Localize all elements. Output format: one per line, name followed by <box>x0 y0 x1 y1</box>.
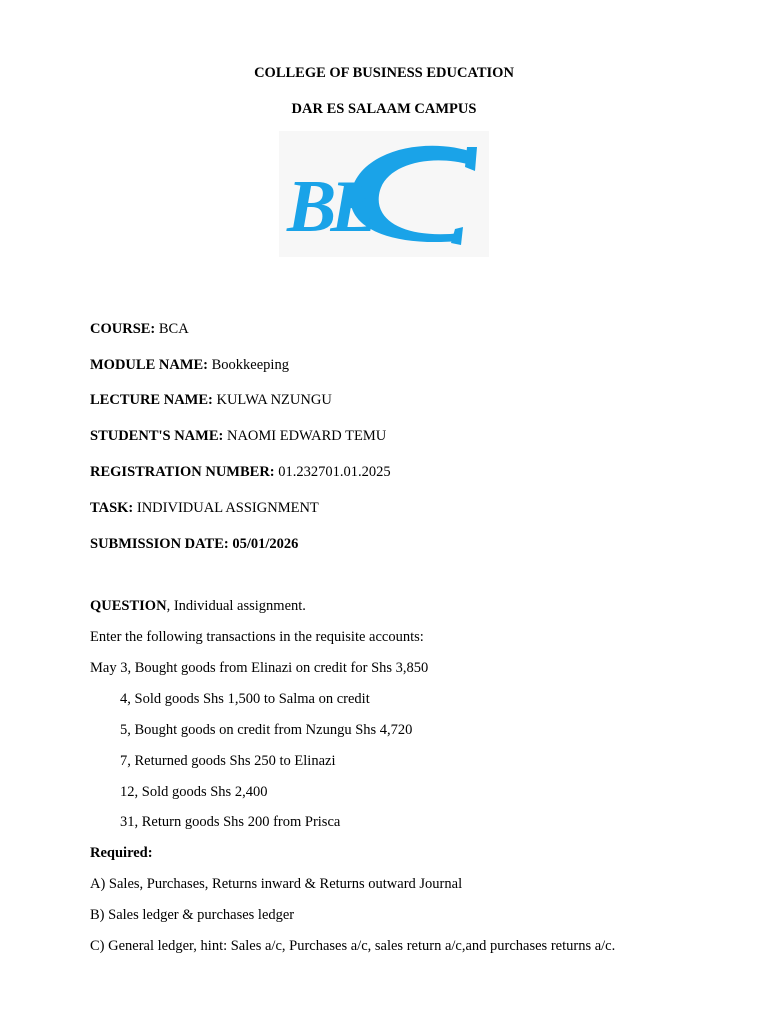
campus-title: DAR ES SALAAM CAMPUS <box>291 101 477 117</box>
transaction-item: 12, Sold goods Shs 2,400 <box>120 784 268 800</box>
transaction-item: May 3, Bought goods from Elinazi on credit for Shs 3,850 <box>90 660 429 676</box>
college-title: COLLEGE OF BUSINESS EDUCATION <box>254 65 514 81</box>
required-label: Required: <box>90 845 153 861</box>
task-label: TASK: <box>90 500 134 516</box>
transaction-item: 4, Sold goods Shs 1,500 to Salma on credit <box>120 691 370 707</box>
course-label: COURSE: <box>90 321 156 337</box>
student-line <box>90 428 386 445</box>
question-label-rest: , Individual assignment. <box>166 598 306 614</box>
registration-label: REGISTRATION NUMBER: <box>90 464 275 480</box>
instruction-text: Enter the following transactions in the requisite accounts: <box>90 629 424 645</box>
task-line <box>90 500 319 517</box>
module-value: Bookkeeping <box>208 357 289 373</box>
registration-line <box>90 464 391 481</box>
lecture-line <box>90 392 332 409</box>
transaction-item: 5, Bought goods on credit from Nzungu Shs 4,720 <box>120 722 413 738</box>
lecture-value: KULWA NZUNGU <box>212 392 332 408</box>
module-line <box>90 357 289 374</box>
requirement-item: B) Sales ledger & purchases ledger <box>90 907 295 923</box>
module-label: MODULE NAME: <box>90 357 209 373</box>
student-label: STUDENT'S NAME: <box>90 428 224 444</box>
requirement-item: A) Sales, Purchases, Returns inward & Returns outward Journal <box>90 876 463 892</box>
task-value: INDIVIDUAL ASSIGNMENT <box>133 500 319 516</box>
registration-value: 01.232701.01.2025 <box>274 464 391 480</box>
transaction-item: 31, Return goods Shs 200 from Prisca <box>120 814 341 830</box>
submission-date: SUBMISSION DATE: 05/01/2026 <box>90 536 299 552</box>
requirement-item: C) General ledger, hint: Sales a/c, Purchases a/c, sales return a/c,and purchases returns a/c. <box>90 938 616 954</box>
course-line <box>90 321 189 338</box>
svg-text:BE: BE <box>287 166 374 248</box>
question-label: QUESTION <box>90 598 167 614</box>
student-value: NAOMI EDWARD TEMU <box>223 428 387 444</box>
lecture-label: LECTURE NAME: <box>90 392 213 408</box>
transaction-item: 7, Returned goods Shs 250 to Elinazi <box>120 753 336 769</box>
course-value: BCA <box>155 321 189 337</box>
question-line <box>90 598 306 615</box>
cbe-logo <box>279 131 489 257</box>
